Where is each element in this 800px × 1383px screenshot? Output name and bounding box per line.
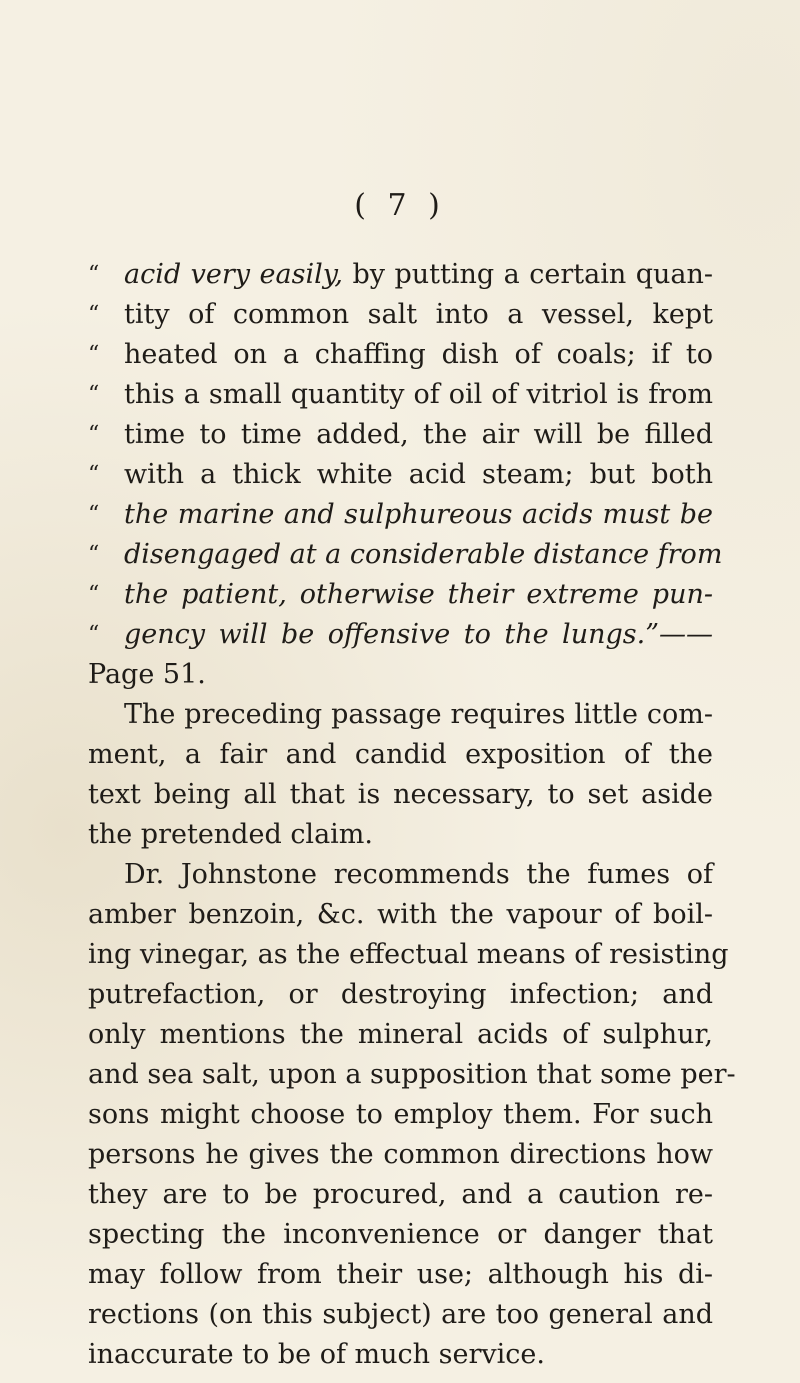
quoted-line — [88, 535, 723, 575]
body-line: ing vinegar, as the effectual means of resisting — [88, 939, 729, 970]
quoted-line — [88, 255, 713, 295]
body-line: putrefaction, or destroying infection; and — [88, 979, 713, 1010]
quoted-line — [88, 375, 713, 415]
quote-mark: “ — [88, 502, 100, 527]
quote-mark: “ — [88, 622, 100, 647]
quoted-line-text: time to time added, the air will be filled — [124, 419, 713, 450]
page-number: ( 7 ) — [354, 188, 446, 223]
quote-mark: “ — [88, 342, 100, 367]
quoted-line-text: disengaged at a considerable distance from — [124, 539, 723, 570]
body-line: inaccurate to be of much service. — [88, 1339, 545, 1370]
quoted-line-text: acid very easily, by putting a certain quan- — [124, 259, 713, 290]
body-line: specting the inconvenience or danger that — [88, 1219, 713, 1250]
quoted-line — [88, 455, 713, 495]
quoted-line-text: the patient, otherwise their extreme pun- — [124, 579, 713, 610]
quote-mark: “ — [88, 422, 100, 447]
body-line: ment, a fair and candid exposition of the — [88, 739, 713, 770]
text-block — [88, 255, 736, 1375]
quote-mark: “ — [88, 302, 100, 327]
body-line: only mentions the mineral acids of sulphur, — [88, 1019, 713, 1050]
body-line: amber benzoin, &c. with the vapour of boil- — [88, 899, 713, 930]
body-line: sons might choose to employ them. For such — [88, 1099, 713, 1130]
quoted-line-text: the marine and sulphureous acids must be — [124, 499, 713, 530]
quoted-line-text: gency will be offensive to the lungs.”—— — [124, 619, 713, 650]
quoted-line-text: with a thick white acid steam; but both — [124, 459, 713, 490]
body-line: they are to be procured, and a caution re- — [88, 1179, 713, 1210]
body-line: persons he gives the common directions how — [88, 1139, 713, 1170]
body-line: rections (on this subject) are too general and — [88, 1299, 713, 1330]
quoted-line-text: heated on a chaffing dish of coals; if to — [124, 339, 713, 370]
quoted-line — [88, 615, 713, 655]
page-reference: Page 51. — [88, 659, 206, 690]
quoted-line — [88, 335, 713, 375]
quoted-line — [88, 415, 713, 455]
quoted-line — [88, 575, 713, 615]
body-line: The preceding passage requires little com- — [124, 699, 713, 730]
quote-mark: “ — [88, 382, 100, 407]
quoted-line-text: this a small quantity of oil of vitriol is from — [124, 379, 713, 410]
quoted-line-text: tity of common salt into a vessel, kept — [124, 299, 713, 330]
body-line: Dr. Johnstone recommends the fumes of — [124, 859, 713, 890]
quote-mark: “ — [88, 582, 100, 607]
quote-mark: “ — [88, 262, 100, 287]
quote-mark: “ — [88, 542, 100, 567]
quote-mark: “ — [88, 462, 100, 487]
body-line: text being all that is necessary, to set aside — [88, 779, 713, 810]
quoted-line — [88, 495, 713, 535]
quoted-line — [88, 295, 713, 335]
body-line: may follow from their use; although his di- — [88, 1259, 713, 1290]
body-line: and sea salt, upon a supposition that some per- — [88, 1059, 736, 1090]
body-line: the pretended claim. — [88, 819, 373, 850]
